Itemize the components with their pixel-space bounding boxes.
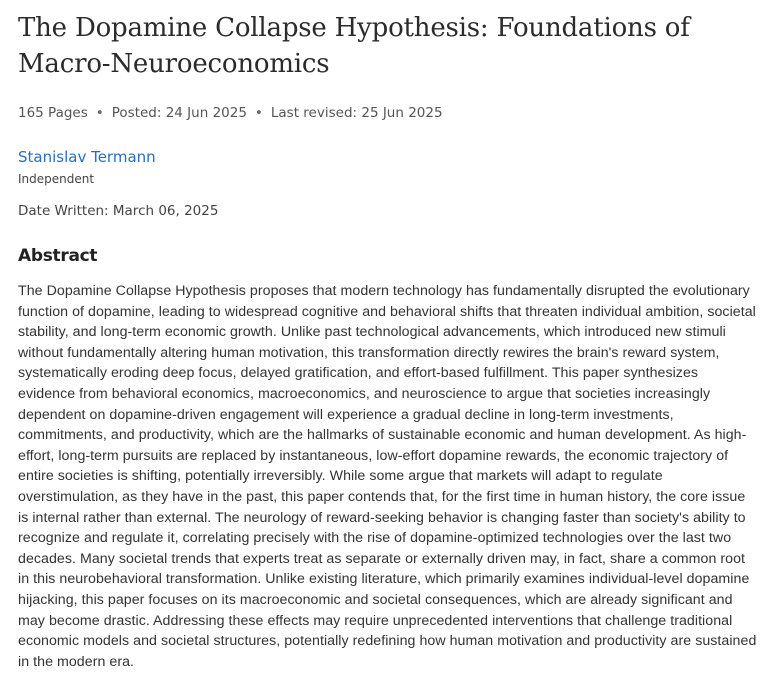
author-link[interactable]: Stanislav Termann xyxy=(18,148,156,166)
posted-date: Posted: 24 Jun 2025 xyxy=(111,105,247,121)
abstract-heading: Abstract xyxy=(18,246,98,266)
abstract-text: The Dopamine Collapse Hypothesis proposes that modern technology has fundamentally disrupted the evolutionary function of dopamine, leading to widespread cognitive and behavioral shifts that threaten individual ambition, societal stability, and long-term economic growth. Unlike past technological advancements, which introduced new stimuli without fundamentally altering human motivation, this transformation directly rewires the brain's reward system, systematically eroding deep focus, delayed gratification, and effort-based fulfillment. This paper synthesizes evidence from behavioral economics, macroeconomics, and neuroscience to argue that societies increasingly dependent on dopamine-driven engagement will experience a gradual decline in long-term investments, commitments, and productivity, which are the hallmarks of sustainable economic and human development. As high-effort, long-term pursuits are replaced by instantaneous, low-effort dopamine rewards, the economic trajectory of entire societies is shifting, potentially irreversibly. While some argue that markets will adapt to regulate overstimulation, as they have in the past, this paper contends that, for the first time in human history, the core issue is internal rather than external. The neurology of reward-seeking behavior is changing faster than society's ability to recognize and regulate it, correlating precisely with the rise of dopamine-optimized technologies over the last two decades. Many societal trends that experts treat as separate or externally driven may, in fact, share a common root in this neurobehavioral transformation. Unlike existing literature, which primarily examines individual-level dopamine hijacking, this paper focuses on its macroeconomic and societal consequences, which are already significant and may become drastic. Addressing these effects may require unprecedented interventions that challenge traditional economic models and societal structures, potentially redefining how human motivation and productivity are sustained in the modern era. xyxy=(18,283,757,670)
paper-page xyxy=(18,0,758,672)
meta-separator: • xyxy=(254,105,263,121)
paper-title: The Dopamine Collapse Hypothesis: Foundations of Macro-Neuroeconomics xyxy=(18,13,690,79)
last-revised-date: Last revised: 25 Jun 2025 xyxy=(270,105,443,121)
page-count: 165 Pages xyxy=(18,105,88,121)
paper-meta xyxy=(18,103,758,123)
meta-separator: • xyxy=(95,105,104,121)
date-written: Date Written: March 06, 2025 xyxy=(18,203,219,219)
author-affiliation: Independent xyxy=(18,172,95,186)
